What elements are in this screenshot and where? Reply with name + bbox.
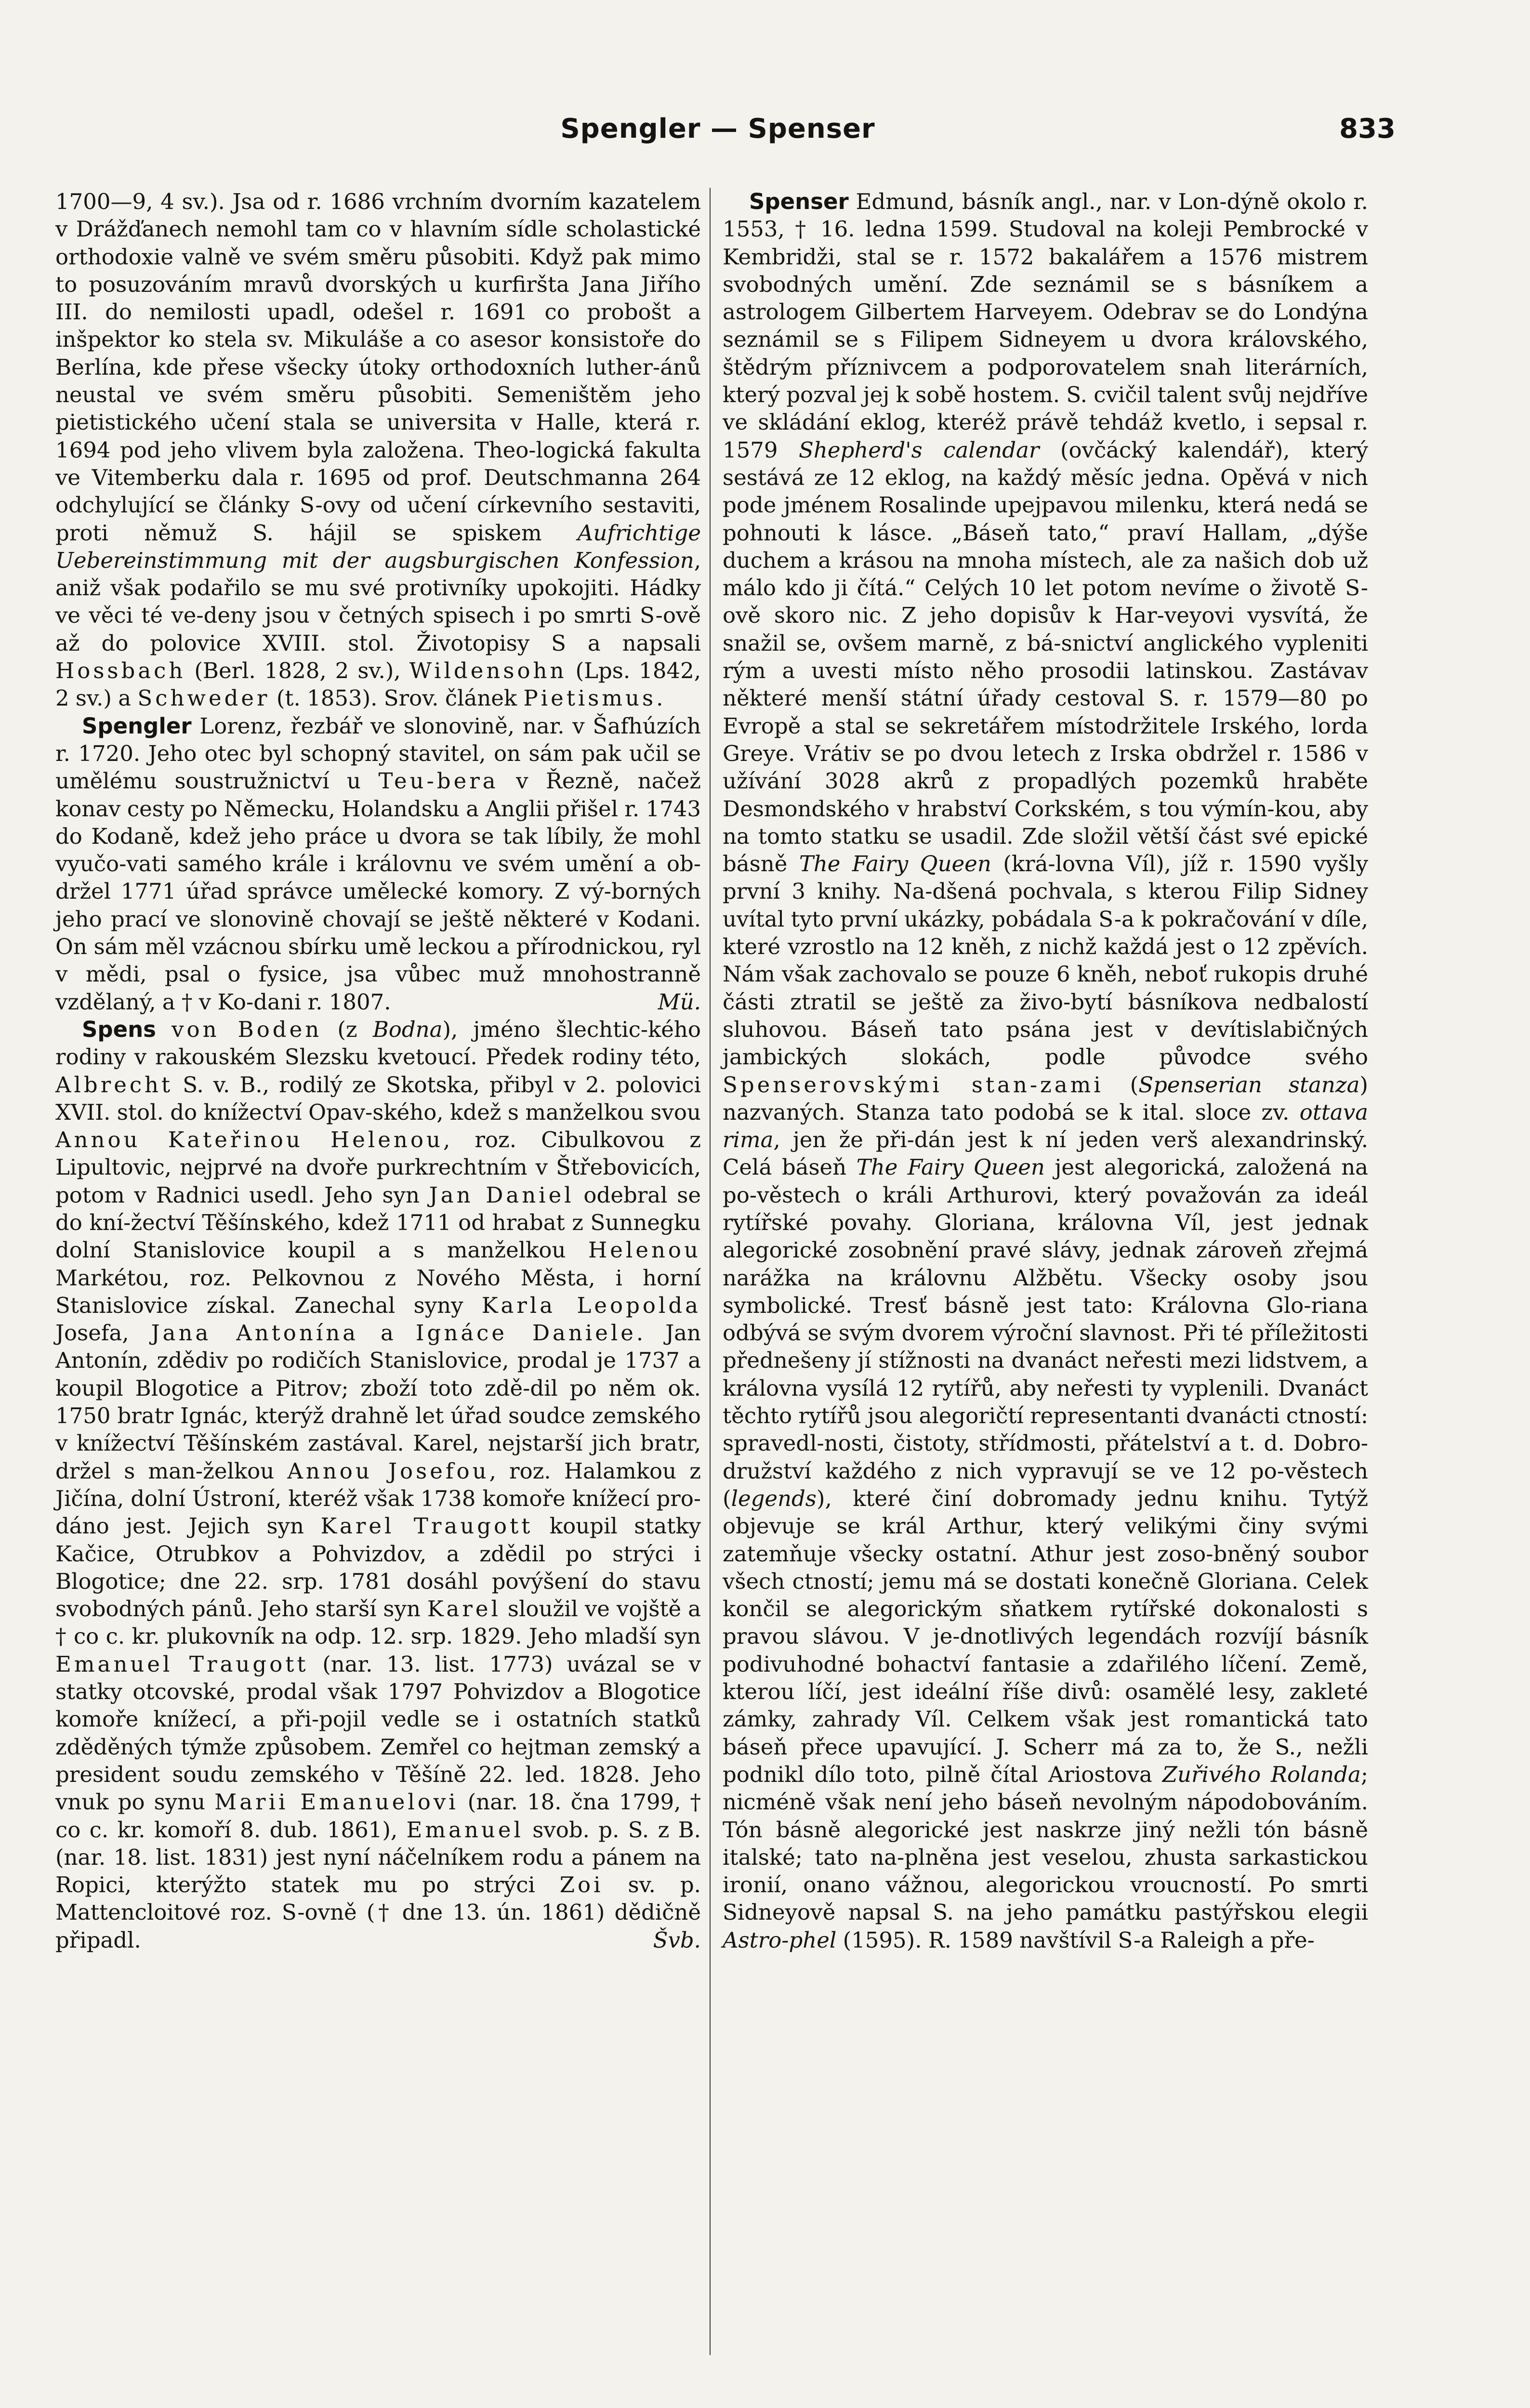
entry-spens: Spens von Boden (z Bodna), jméno šlechtic-kého rodiny v rakouském Slezsku kvetoucí. Předek rodiny této, Albrecht S. v. B., rodilý ze Skotska, přibyl v 2. polovici XVII. stol. do knížectví Opav-ského, kdež s manželkou svou Annou Kateřinou Helenou, roz. Cibulkovou z Lipultovic, nejprvé na dvoře purkrechtním v Štřebovicích, potom v Radnici usedl. Jeho syn Jan Daniel odebral se do kní-žectví Těšínského, kdež 1711 od hrabat z Sunnegku dolní Stanislovice koupil a s manželkou Helenou Markétou, roz. Pelkovnou z Nového Města, i horní Stanislovice získal. Zanechal syny Karla Leopolda Josefa, Jana Antonína a Ignáce Daniele. Jan Antonín, zdědiv po rodičích Stanislovice, prodal je 1737 a koupil Blogotice a Pitrov; zboží toto zdě-dil po něm ok. 1750 bratr Ignác, kterýž drahně let úřad soudce zemského v knížectví Těšínském zastával. Karel, nejstarší jich bratr, držel s man-želkou Annou Josefou, roz. Halamkou z Jičína, dolní Ústroní, kteréž však 1738 komoře knížecí pro-dáno jest. Jejich syn Karel Traugott koupil statky Kačice, Otrubkov a Pohvizdov, a zdědil po strýci i Blogotice; dne 22. srp. 1781 dosáhl povýšení do stavu svobodných pánů. Jeho starší syn Karel sloužil ve vojště a † co c. kr. plukovník na odp. 12. srp. 1829. Jeho mladší syn Emanuel Traugott (nar. 13. list. 1773) uvázal se v statky otcovské, prodal však 1797 Pohvizdov a Blogotice komoře knížecí, a při-pojil vedle se i ostatních statků zděděných týmže způsobem. Zemřel co hejtman zemský a president soudu zemského v Těšíně 22. led. 1828. Jeho vnuk po synu Marii Emanuelovi (nar. 18. čna 1799, † co c. kr. komoří 8. dub. 1861), Emanuel svob. p. S. z B. (nar. 18. list. 1831) jest nyní náčelníkem rodu a pánem na Ropici, kterýžto statek mu po strýci Zoi sv. p. Mattencloitové roz. S-ovně († dne 13. ún. 1861) dědičně připadl. Švb. [55,1016,701,1954]
entry-spengler: Spengler Lorenz, řezbář ve slonovině, nar. v Šafhúzích r. 1720. Jeho otec byl schopný stavitel, on sám pak učil se umělému soustružnictví u Teu-bera v Řezně, načež konav cesty po Německu, Holandsku a Anglii přišel r. 1743 do Kodaně, kdež jeho práce u dvora se tak líbily, že mohl vyučo-vati samého krále i královnu ve svém umění a ob-držel 1771 úřad správce umělecké komory. Z vý-borných jeho prací ve slonovině chovají se ještě některé v Kodani. On sám měl vzácnou sbírku umě leckou a přírodnickou, ryl v mědi, psal o fysice, jsa vůbec muž mnohostranně vzdělaný, a † v Ko-dani r. 1807. Mü. [55,712,701,1016]
headword: Spengler [82,713,192,739]
entry-spener-continued: 1700—9, 4 sv.). Jsa od r. 1686 vrchním dvorním kazatelem v Drážďanech nemohl tam co v hlavním sídle scholastické orthodoxie valně ve svém směru působiti. Když pak mimo to posuzováním mravů dvorských u kurfiršta Jana Jiřího III. do nemilosti upadl, odešel r. 1691 co probošt a inšpektor ko stela sv. Mikuláše a co asesor konsistoře do Berlína, kde přese všecky útoky orthodoxních luther-ánů neustal ve svém směru působiti. Semeništěm jeho pietistického učení stala se universita v Halle, která r. 1694 pod jeho vlivem byla založena. Theo-logická fakulta ve Vitemberku dala r. 1695 od prof. Deutschmanna 264 odchylující se články S-ovy od učení církevního sestaviti, proti němuž S. hájil se spiskem Aufrichtige Uebereinstimmung mit der augsburgischen Konfession, aniž však podařilo se mu své protivníky upokojiti. Hádky ve věci té ve-deny jsou v četných spisech i po smrti S-ově až do polovice XVIII. stol. Životopisy S a napsali Hossbach (Berl. 1828, 2 sv.), Wildensohn (Lps. 1842, 2 sv.) a Schweder (t. 1853). Srov. článek Pietismus. [55,189,701,711]
column-divider [710,188,711,2355]
headword: Spenser [749,189,849,214]
entry-spenser: Spenser Edmund, básník angl., nar. v Lon-dýně okolo r. 1553, † 16. ledna 1599. Studoval na koleji Pembrocké v Kembridži, stal se r. 1572 bakalářem a 1576 mistrem svobodných umění. Zde seznámil se s básníkem a astrologem Gilbertem Harveyem. Odebrav se do Londýna seznámil se s Filipem Sidneyem u dvora královského, štědrým příznivcem a podporovatelem snah literárních, který pozval jej k sobě hostem. S. cvičil talent svůj nejdříve ve skládání eklog, kteréž právě tehdáž kvetlo, i sepsal r. 1579 Shepherd's calendar (ovčácký kalendář), který sestává ze 12 eklog, na každý měsíc jedna. Opěvá v nich pode jménem Rosalinde upejpavou milenku, která nedá se pohnouti k lásce. „Báseň tato,“ praví Hallam, „dýše duchem a krásou na mnoha místech, ale za našich dob už málo kdo ji čítá.“ Celých 10 let potom nevíme o životě S-ově skoro nic. Z jeho dopisův k Har-veyovi vysvítá, že snažil se, ovšem marně, z bá-snictví anglického vypleniti rým a uvesti místo něho prosodii latinskou. Zastávav některé menší státní úřady cestoval S. r. 1579—80 po Evropě a stal se sekretářem místodržitele Irského, lorda Greye. Vrátiv se po dvou letech z Irska obdržel r. 1586 v užívání 3028 akrů z propadlých pozemků hraběte Desmondského v hrabství Corkském, s tou výmín-kou, aby na tomto statku se usadil. Zde složil větší část své epické básně The Fairy Queen (krá-lovna Víl), jíž r. 1590 vyšly první 3 knihy. Na-dšená pochvala, s kterou Filip Sidney uvítal tyto první ukázky, pobádala S-a k pokračování v díle, které vzrostlo na 12 kněh, z nichž každá jest o 12 zpěvích. Nám však zachovalo se pouze 6 kněh, neboť rukopis druhé části ztratil se ještě za živo-bytí básníkova nedbalostí sluhovou. Báseň tato psána jest v devítislabičných jambických slokách, podle původce svého Spenserovskými stan-zami (Spenserian stanza) nazvaných. Stanza tato podobá se k ital. sloce zv. ottava rima, jen že při-dán jest k ní jeden verš alexandrinský. Celá báseň The Fairy Queen jest alegorická, založená na po-věstech o králi Arthurovi, který považován za ideál rytířské povahy. Gloriana, královna Víl, jest jednak alegorické zosobnění pravé slávy, jednak zároveň zřejmá narážka na královnu Alžbětu. Všecky osoby jsou symbolické. Tresť básně jest tato: Královna Glo-riana odbývá se svým dvorem výroční slavnost. Při té příležitosti přednešeny jí stížnosti na dvanáct neřesti mezi lidstvem, a královna vysílá 12 rytířů, aby neřesti ty vyplenili. Dvanáct těchto rytířů jsou alegoričtí representanti dvanácti ctností: spravedl-nosti, čistoty, střídmosti, přátelství a t. d. Dobro-družství každého z nich vypravují se ve 12 po-věstech (legends), které činí dobromady jednu knihu. Tytýž objevuje se král Arthur, který velikými činy svými zatemňuje všecky ostatní. Athur jest zoso-bněný soubor všech ctností; jemu má se dostati konečně Gloriana. Celek končil se alegorickým sňatkem rytířské dokonalosti s pravou slávou. V je-dnotlivých legendách rozvíjí básník podivuhodné bohactví fantasie a zdařilého líčení. Země, kterou líčí, jest ideální říše divů: osamělé lesy, zakleté zámky, zahrady Víl. Celkem však jest romantická tato báseň přece upavující. J. Scherr má za to, že S., nežli podnikl dílo toto, pilně čítal Ariostova Zuřivého Rolanda; nicméně však není jeho báseň nevolným nápodobováním. Tón básně alegorické jest naskrze jiný nežli tón básně italské; tato na-plněna jest veselou, zhusta sarkastickou ironií, onano vážnou, alegorickou vroucností. Po smrti Sidneyově napsal S. na jeho památku pastýřskou elegii Astro-phel (1595). R. 1589 navštívil S-a Raleigh a pře- [723,189,1369,1953]
author-signature: Švb. [653,1927,701,1953]
left-column [55,188,701,1954]
page-header [0,113,1530,152]
author-signature: Mü. [658,989,701,1015]
page-number: 833 [1339,113,1396,144]
headword: Spens [82,1016,156,1042]
running-title: Spengler — Spenser [560,113,875,144]
right-column [723,188,1368,1954]
